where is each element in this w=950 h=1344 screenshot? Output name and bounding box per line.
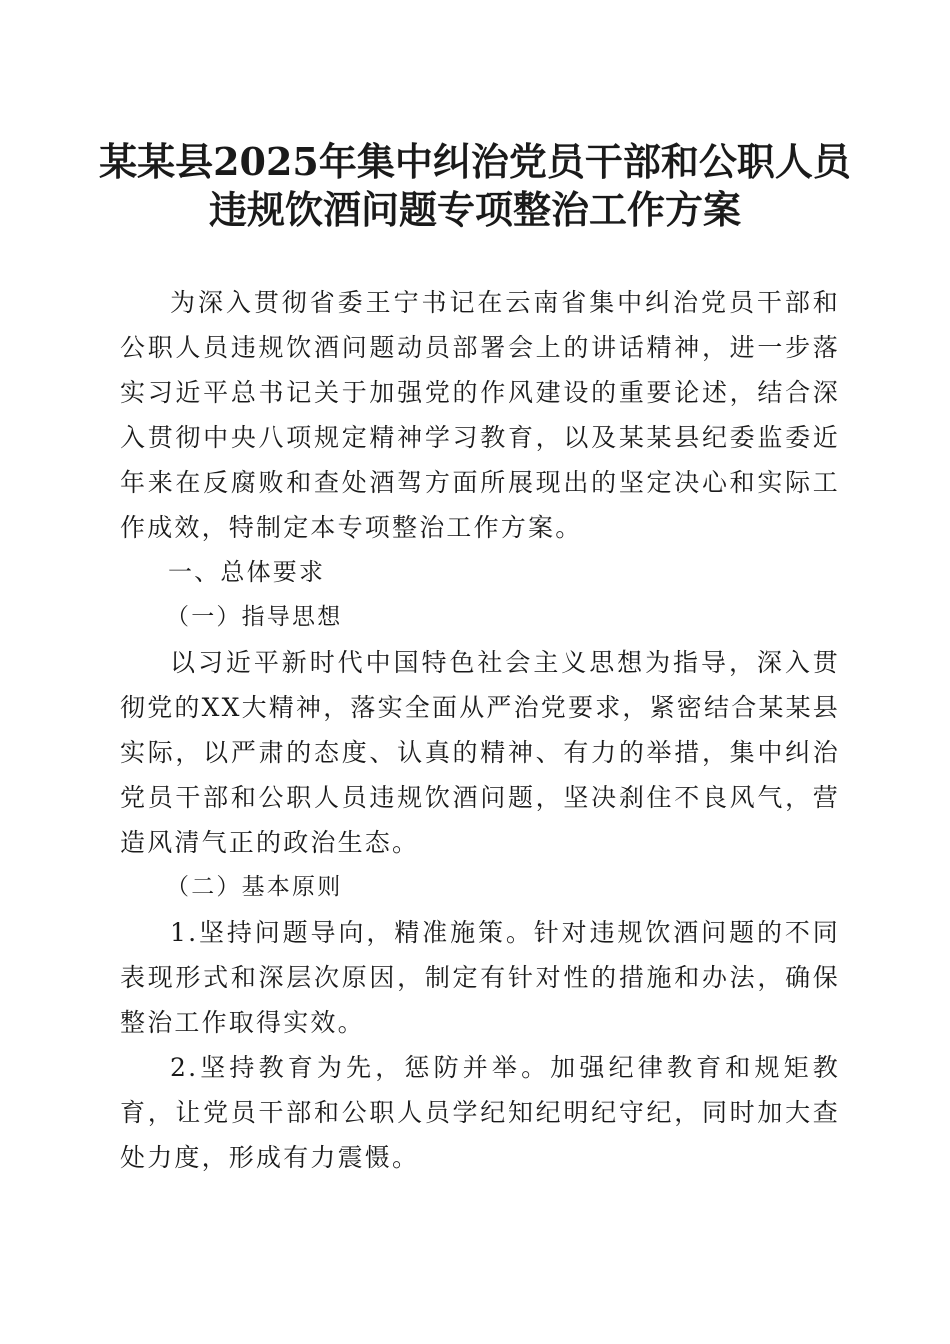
guiding-ideology-paragraph: 以习近平新时代中国特色社会主义思想为指导，深入贯彻党的XX大精神，落实全面从严治党要求，紧密结合某某县实际，以严肃的态度、认真的精神、有力的举措，集中纠治党员干部和公职人员违规饮酒问题，坚决刹住不良风气，营造风清气正的政治生态。 [120, 648, 840, 857]
section-heading-general-requirements: 一、总体要求 [168, 558, 326, 586]
document-title-line-2: 违规饮酒问题专项整治工作方案 [208, 187, 741, 232]
principle-1-paragraph: 1.坚持问题导向，精准施策。针对违规饮酒问题的不同表现形式和深层次原因，制定有针对性的措施和办法，确保整治工作取得实效。 [120, 918, 840, 1037]
document-title-line-1: 某某县2025年集中纠治党员干部和公职人员 [99, 139, 851, 184]
document-body [120, 280, 840, 1180]
subsection-heading-guiding-ideology: （一）指导思想 [166, 604, 343, 630]
subsection-heading-basic-principles: （二）基本原则 [166, 874, 343, 900]
principle-2-paragraph: 2.坚持教育为先，惩防并举。加强纪律教育和规矩教育，让党员干部和公职人员学纪知纪明纪守纪，同时加大查处力度，形成有力震慑。 [120, 1053, 840, 1172]
intro-paragraph: 为深入贯彻省委王宁书记在云南省集中纠治党员干部和公职人员违规饮酒问题动员部署会上的讲话精神，进一步落实习近平总书记关于加强党的作风建设的重要论述，结合深入贯彻中央八项规定精神学习教育，以及某某县纪委监委近年来在反腐败和查处酒驾方面所展现出的坚定决心和实际工作成效，特制定本专项整治工作方案。 [120, 288, 840, 542]
